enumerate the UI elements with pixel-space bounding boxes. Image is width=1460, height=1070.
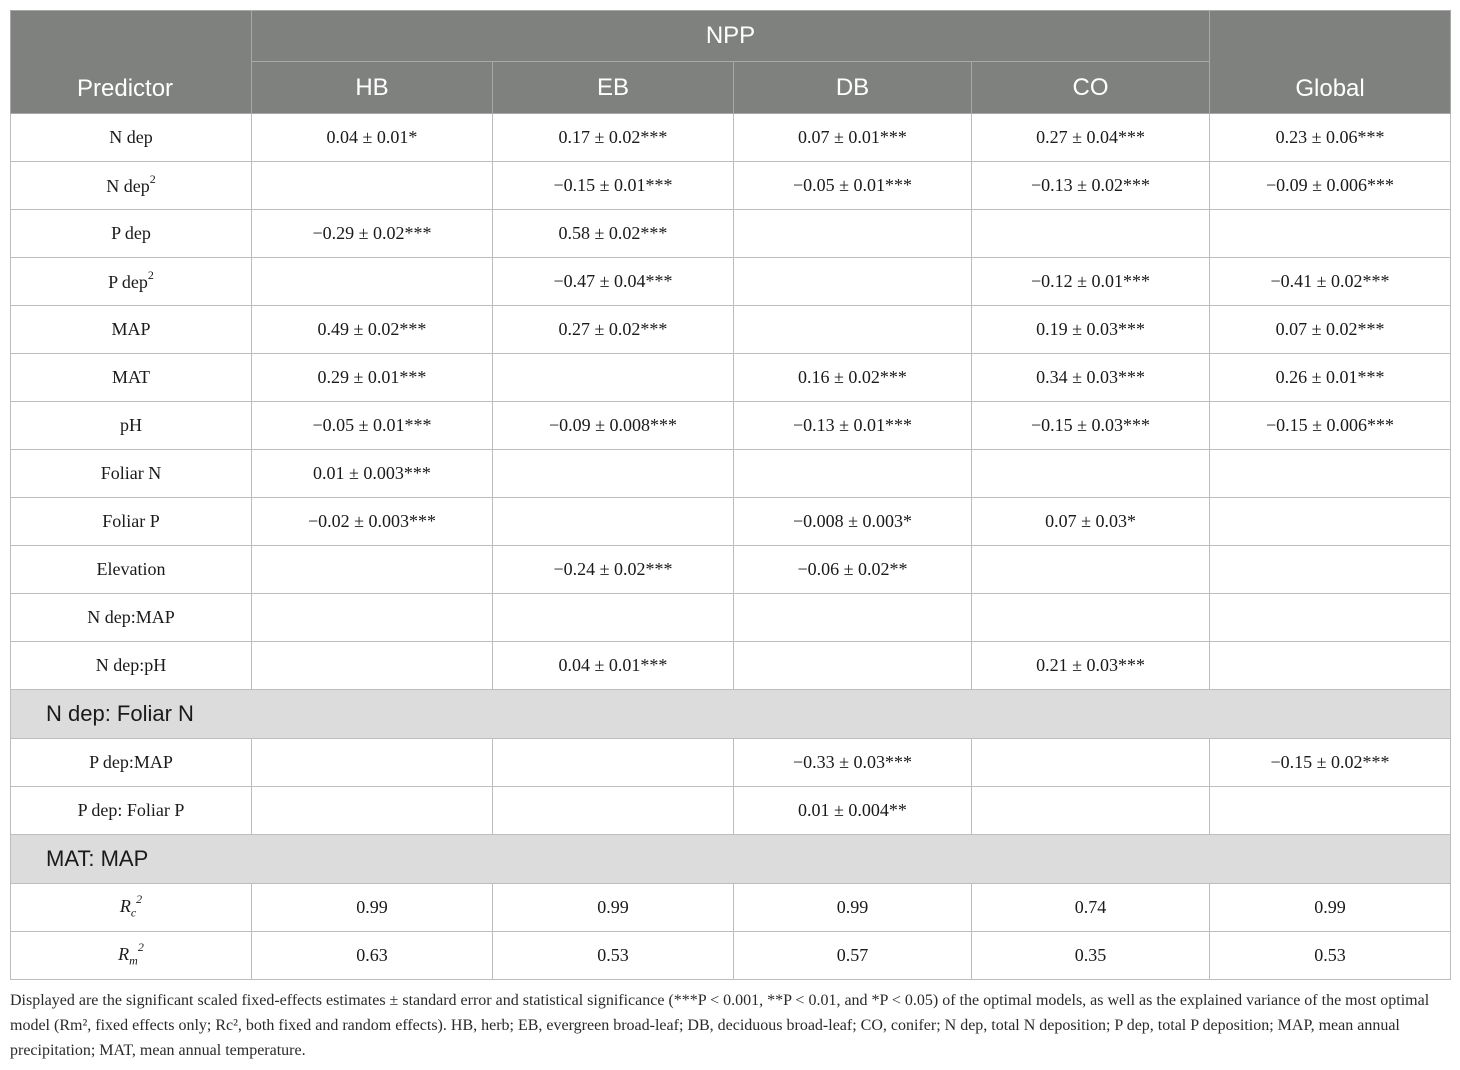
- table-row: [11, 258, 1451, 306]
- value-cell: −0.02 ± 0.003***: [252, 498, 493, 546]
- value-cell: [972, 546, 1210, 594]
- predictor-cell: [11, 787, 252, 835]
- results-table: [10, 10, 1451, 980]
- value-cell: −0.29 ± 0.02***: [252, 210, 493, 258]
- predictor-label: P dep: Foliar P: [77, 800, 185, 820]
- table-row: [11, 354, 1451, 402]
- value-cell: [972, 787, 1210, 835]
- predictor-cell: [11, 258, 252, 306]
- value-cell: [1210, 450, 1451, 498]
- value-cell: −0.05 ± 0.01***: [252, 402, 493, 450]
- table-row: [11, 642, 1451, 690]
- value-cell: 0.01 ± 0.003***: [252, 450, 493, 498]
- predictor-label: N dep:MAP: [87, 607, 175, 627]
- fit-row: [11, 932, 1451, 980]
- predictor-cell: [11, 594, 252, 642]
- value-cell: −0.06 ± 0.02**: [734, 546, 972, 594]
- value-cell: [972, 210, 1210, 258]
- value-cell: [1210, 210, 1451, 258]
- value-cell: [252, 739, 493, 787]
- value-cell: −0.008 ± 0.003*: [734, 498, 972, 546]
- value-cell: 0.27 ± 0.04***: [972, 114, 1210, 162]
- npp-group-header: NPP: [252, 11, 1210, 62]
- predictor-label: P dep: [111, 223, 151, 243]
- value-cell: −0.13 ± 0.01***: [734, 402, 972, 450]
- value-cell: [493, 594, 734, 642]
- fit-value-cell: 0.99: [734, 884, 972, 932]
- value-cell: 0.26 ± 0.01***: [1210, 354, 1451, 402]
- predictor-cell: [11, 642, 252, 690]
- value-cell: −0.13 ± 0.02***: [972, 162, 1210, 210]
- predictor-superscript: 2: [147, 268, 154, 282]
- column-header-db: DB: [734, 62, 972, 114]
- fit-symbol: R: [118, 944, 130, 965]
- value-cell: [493, 739, 734, 787]
- value-cell: 0.27 ± 0.02***: [493, 306, 734, 354]
- value-cell: −0.09 ± 0.006***: [1210, 162, 1451, 210]
- predictor-cell: [11, 354, 252, 402]
- value-cell: −0.41 ± 0.02***: [1210, 258, 1451, 306]
- footnote-text: Displayed are the significant scaled fixed-effects estimates ± standard error and statistical significance (***P < 0.001, **P < 0.01, and *P < 0.05) of the optimal models, as well as the explained variance of the most optimal model (Rm², fixed effects only; Rc², both fixed and random effects). HB, herb; EB, evergreen broad-leaf; DB, deciduous broad-leaf; CO, conifer; N dep, total N deposition; P dep, total P deposition; MAP, mean annual precipitation; MAT, mean annual temperature.: [10, 992, 1430, 1059]
- value-cell: −0.09 ± 0.008***: [493, 402, 734, 450]
- table-row: [11, 739, 1451, 787]
- table-row: [11, 546, 1451, 594]
- fit-subscript: c: [130, 905, 137, 920]
- value-cell: −0.12 ± 0.01***: [972, 258, 1210, 306]
- global-header: Global: [1210, 11, 1451, 114]
- value-cell: 0.19 ± 0.03***: [972, 306, 1210, 354]
- value-cell: 0.58 ± 0.02***: [493, 210, 734, 258]
- value-cell: [1210, 498, 1451, 546]
- value-cell: 0.49 ± 0.02***: [252, 306, 493, 354]
- value-cell: −0.24 ± 0.02***: [493, 546, 734, 594]
- section-label: N dep: Foliar N: [11, 690, 1451, 739]
- value-cell: [252, 258, 493, 306]
- fit-symbol: R: [119, 896, 131, 917]
- value-cell: [734, 258, 972, 306]
- fit-superscript: 2: [137, 940, 144, 955]
- fit-value-cell: 0.57: [734, 932, 972, 980]
- predictor-cell: [11, 306, 252, 354]
- column-header-co: CO: [972, 62, 1210, 114]
- value-cell: 0.23 ± 0.06***: [1210, 114, 1451, 162]
- value-cell: 0.29 ± 0.01***: [252, 354, 493, 402]
- value-cell: [252, 787, 493, 835]
- column-header-hb: HB: [252, 62, 493, 114]
- value-cell: [252, 642, 493, 690]
- value-cell: [972, 739, 1210, 787]
- predictor-label: N dep: [106, 176, 150, 196]
- fit-superscript: 2: [136, 892, 143, 907]
- value-cell: 0.07 ± 0.03*: [972, 498, 1210, 546]
- section-row: [11, 835, 1451, 884]
- value-cell: [252, 594, 493, 642]
- table-row: [11, 402, 1451, 450]
- value-cell: 0.21 ± 0.03***: [972, 642, 1210, 690]
- predictor-label: P dep:MAP: [89, 752, 173, 772]
- value-cell: [1210, 546, 1451, 594]
- value-cell: −0.33 ± 0.03***: [734, 739, 972, 787]
- value-cell: −0.15 ± 0.02***: [1210, 739, 1451, 787]
- value-cell: [493, 450, 734, 498]
- table-row: [11, 450, 1451, 498]
- predictor-cell: [11, 450, 252, 498]
- section-label: MAT: MAP: [11, 835, 1451, 884]
- table-row: [11, 114, 1451, 162]
- value-cell: [493, 498, 734, 546]
- results-table-container: [10, 10, 1450, 980]
- section-row: [11, 690, 1451, 739]
- fit-row: [11, 884, 1451, 932]
- fit-value-cell: 0.99: [493, 884, 734, 932]
- predictor-label: Foliar N: [100, 463, 162, 483]
- table-row: [11, 162, 1451, 210]
- value-cell: 0.07 ± 0.02***: [1210, 306, 1451, 354]
- value-cell: 0.34 ± 0.03***: [972, 354, 1210, 402]
- value-cell: [972, 450, 1210, 498]
- predictor-cell: [11, 546, 252, 594]
- predictor-label: P dep: [108, 272, 148, 292]
- predictor-cell: [11, 162, 252, 210]
- table-body: [11, 114, 1451, 980]
- predictor-cell: [11, 739, 252, 787]
- predictor-header: Predictor: [11, 11, 252, 114]
- value-cell: [252, 162, 493, 210]
- table-footnote: [10, 988, 1450, 1063]
- value-cell: −0.05 ± 0.01***: [734, 162, 972, 210]
- value-cell: 0.07 ± 0.01***: [734, 114, 972, 162]
- predictor-cell: [11, 402, 252, 450]
- value-cell: 0.17 ± 0.02***: [493, 114, 734, 162]
- predictor-superscript: 2: [149, 172, 156, 186]
- value-cell: −0.15 ± 0.01***: [493, 162, 734, 210]
- value-cell: −0.47 ± 0.04***: [493, 258, 734, 306]
- fit-value-cell: 0.63: [252, 932, 493, 980]
- value-cell: [734, 450, 972, 498]
- fit-value-cell: 0.35: [972, 932, 1210, 980]
- fit-value-cell: 0.99: [252, 884, 493, 932]
- value-cell: −0.15 ± 0.03***: [972, 402, 1210, 450]
- fit-subscript: m: [129, 953, 138, 968]
- predictor-label: N dep:pH: [95, 655, 167, 675]
- column-header-eb: EB: [493, 62, 734, 114]
- value-cell: [1210, 594, 1451, 642]
- table-row: [11, 306, 1451, 354]
- fit-value-cell: 0.53: [1210, 932, 1451, 980]
- table-row: [11, 498, 1451, 546]
- fit-label-cell: [11, 884, 252, 932]
- fit-value-cell: 0.53: [493, 932, 734, 980]
- predictor-label: MAP: [111, 319, 151, 339]
- value-cell: [734, 306, 972, 354]
- value-cell: [734, 642, 972, 690]
- value-cell: 0.16 ± 0.02***: [734, 354, 972, 402]
- predictor-label: pH: [120, 415, 142, 435]
- fit-label-cell: [11, 932, 252, 980]
- value-cell: [252, 546, 493, 594]
- predictor-cell: [11, 210, 252, 258]
- fit-value-cell: 0.99: [1210, 884, 1451, 932]
- value-cell: [493, 354, 734, 402]
- predictor-cell: [11, 498, 252, 546]
- fit-value-cell: 0.74: [972, 884, 1210, 932]
- predictor-cell: [11, 114, 252, 162]
- value-cell: 0.04 ± 0.01*: [252, 114, 493, 162]
- value-cell: [493, 787, 734, 835]
- predictor-label: N dep: [109, 127, 153, 147]
- table-header: [11, 11, 1451, 114]
- value-cell: [972, 594, 1210, 642]
- value-cell: 0.04 ± 0.01***: [493, 642, 734, 690]
- predictor-label: MAT: [111, 367, 150, 387]
- value-cell: [734, 594, 972, 642]
- predictor-label: Elevation: [96, 559, 166, 579]
- table-row: [11, 594, 1451, 642]
- value-cell: [1210, 787, 1451, 835]
- value-cell: 0.01 ± 0.004**: [734, 787, 972, 835]
- value-cell: [1210, 642, 1451, 690]
- predictor-label: Foliar P: [102, 511, 160, 531]
- table-row: [11, 787, 1451, 835]
- table-row: [11, 210, 1451, 258]
- value-cell: [734, 210, 972, 258]
- value-cell: −0.15 ± 0.006***: [1210, 402, 1451, 450]
